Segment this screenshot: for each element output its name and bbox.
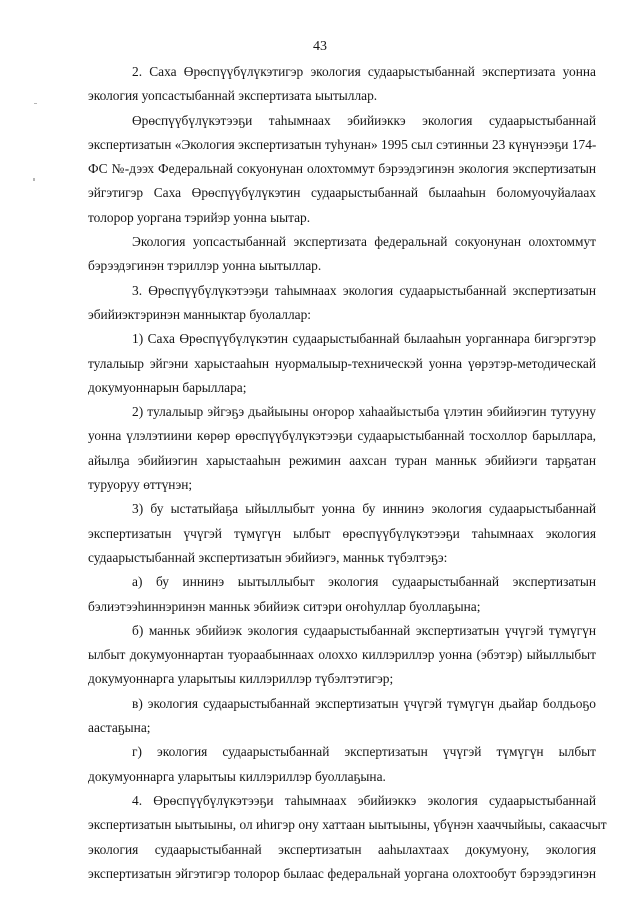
- text-line: экспертизатын эйгэтигэр толорор былаас федеральнай уоргана олохтообут бэрээдэгинэн: [88, 865, 596, 881]
- text-line: экология уопсастыбаннай экспертизата ыытыллар.: [88, 88, 378, 104]
- text-line: в) экология судаарыстыбаннай экспертизатын үчүгэй түмүгүн дьайар болдьоҕо: [132, 695, 596, 711]
- paragraph: [88, 60, 596, 109]
- paragraph: [88, 789, 607, 886]
- margin-mark: [33, 178, 35, 181]
- text-line: бэрээдэгинэн тэриллэр уонна ыытыллар.: [88, 258, 322, 274]
- text-line: 2. Саха Өрөспүүбүлүкэтигэр экология судаарыстыбаннай экспертизата уонна: [132, 64, 596, 79]
- margin-mark: [34, 103, 37, 104]
- text-line: бэлиэтээһиннэринэн манньк эбийиэк ситэри оҥоһуллар буоллаҕына;: [88, 598, 481, 614]
- text-line: а) бу иннинэ ыытыллыбыт экология судаарыстыбаннай экспертизатын: [132, 574, 596, 590]
- text-line: б) манньк эбийиэк экология судаарыстыбаннай экспертизатын үчүгэй түмүгүн: [132, 622, 596, 638]
- text-line: 1) Саха Өрөспүүбүлүкэтин судаарыстыбаннай былааһын уорганнара бигэргэтэр: [132, 331, 596, 347]
- paragraph: [88, 279, 596, 328]
- paragraph: [88, 109, 596, 230]
- text-line: экспертизатын ыытыыны, ол иһигэр ону хаттаан ыытыыны, үбүнэн хааччыйыы, сакаасчыт: [88, 817, 607, 833]
- text-line: экология судаарыстыбаннай экспертизатын ааһылахтаах докумуону, экология: [88, 841, 596, 857]
- document-body: [88, 60, 607, 886]
- text-line: 2) тулалыыр эйгэҕэ дьайыыны оҥорор хаһаайыстыба үлэтин эбийиэгин тутууну: [132, 404, 596, 420]
- paragraph: [88, 497, 596, 570]
- text-line: ФС №-дээх Федеральнай сокуонунан олохтоммут бэрээдэгинэн экология экспертизатын: [88, 161, 596, 177]
- paragraph: [88, 619, 596, 692]
- text-line: докумуоннарга уларытыы киллэриллэр буоллаҕына.: [88, 768, 386, 784]
- paragraph: [88, 230, 596, 279]
- text-line: уонна үлэлэтиини көрөр өрөспүүбүлүкэтээҕи судаарыстыбаннай тосхоллор барыллара,: [88, 428, 596, 444]
- text-line: экспертизатын үчүгэй түмүгүн ылбыт өрөспүүбүлүкэтээҕи таһымнаах экология: [88, 525, 596, 541]
- text-line: докумуоннарын барыллара;: [88, 379, 247, 395]
- text-line: туруоруу өттүнэн;: [88, 477, 193, 493]
- paragraph: [88, 400, 596, 497]
- text-line: г) экология судаарыстыбаннай экспертизатын үчүгэй түмүгүн ылбыт: [132, 744, 596, 760]
- paragraph: [88, 570, 596, 619]
- text-line: судаарыстыбаннай экспертизатын эбийиэгэ, манньк түбэлтэҕэ:: [88, 549, 448, 565]
- text-line: ылбыт докумуоннартан туораабыннаах олоххо киллэриллэр уонна (эбэтэр) ыйыллыбыт: [88, 647, 596, 663]
- text-line: 3. Өрөспүүбүлүкэтээҕи таһымнаах экология судаарыстыбаннай экспертизатын: [132, 282, 596, 298]
- text-line: 3) бу ыстатыйаҕа ыйыллыбыт уонна бу иннинэ экология судаарыстыбаннай: [132, 501, 596, 517]
- paragraph: [88, 327, 596, 400]
- paragraph: [88, 692, 596, 741]
- page-number: 43: [313, 39, 327, 54]
- paragraph: [88, 740, 596, 789]
- text-line: Экология уопсастыбаннай экспертизата федеральнай сокуонунан олохтоммут: [132, 234, 596, 250]
- text-line: айылҕа эбийиэгин харыстааһын режимин аахсан туран манньк эбийиэги тарҕатан: [88, 452, 596, 468]
- text-line: докумуоннарга уларытыы киллэриллэр түбэлтэтигэр;: [88, 671, 394, 687]
- text-line: эбийиэктэринэн манныктар буолаллар:: [88, 306, 311, 322]
- text-line: тулалыыр эйгэни харыстааһын нуормалыыр-техническэй уонна үөрэтэр-методическай: [88, 355, 596, 371]
- text-line: Өрөспүүбүлүкэтээҕи таһымнаах эбийиэккэ экология судаарыстыбаннай: [132, 112, 596, 128]
- text-line: 4. Өрөспүүбүлүкэтээҕи таһымнаах эбийиэккэ экология судаарыстыбаннай: [132, 792, 596, 808]
- text-line: экспертизатын «Экология экспертизатын туһунан» 1995 сыл сэтинньи 23 күнүнээҕи 174-: [88, 136, 597, 152]
- text-line: толорор уоргана тэрийэр уонна ыытар.: [88, 209, 311, 225]
- text-line: аастаҕына;: [88, 720, 151, 736]
- text-line: эйгэтигэр Саха Өрөспүүбүлүкэтин судаарыстыбаннай былааһын боломуочуйалаах: [88, 185, 596, 201]
